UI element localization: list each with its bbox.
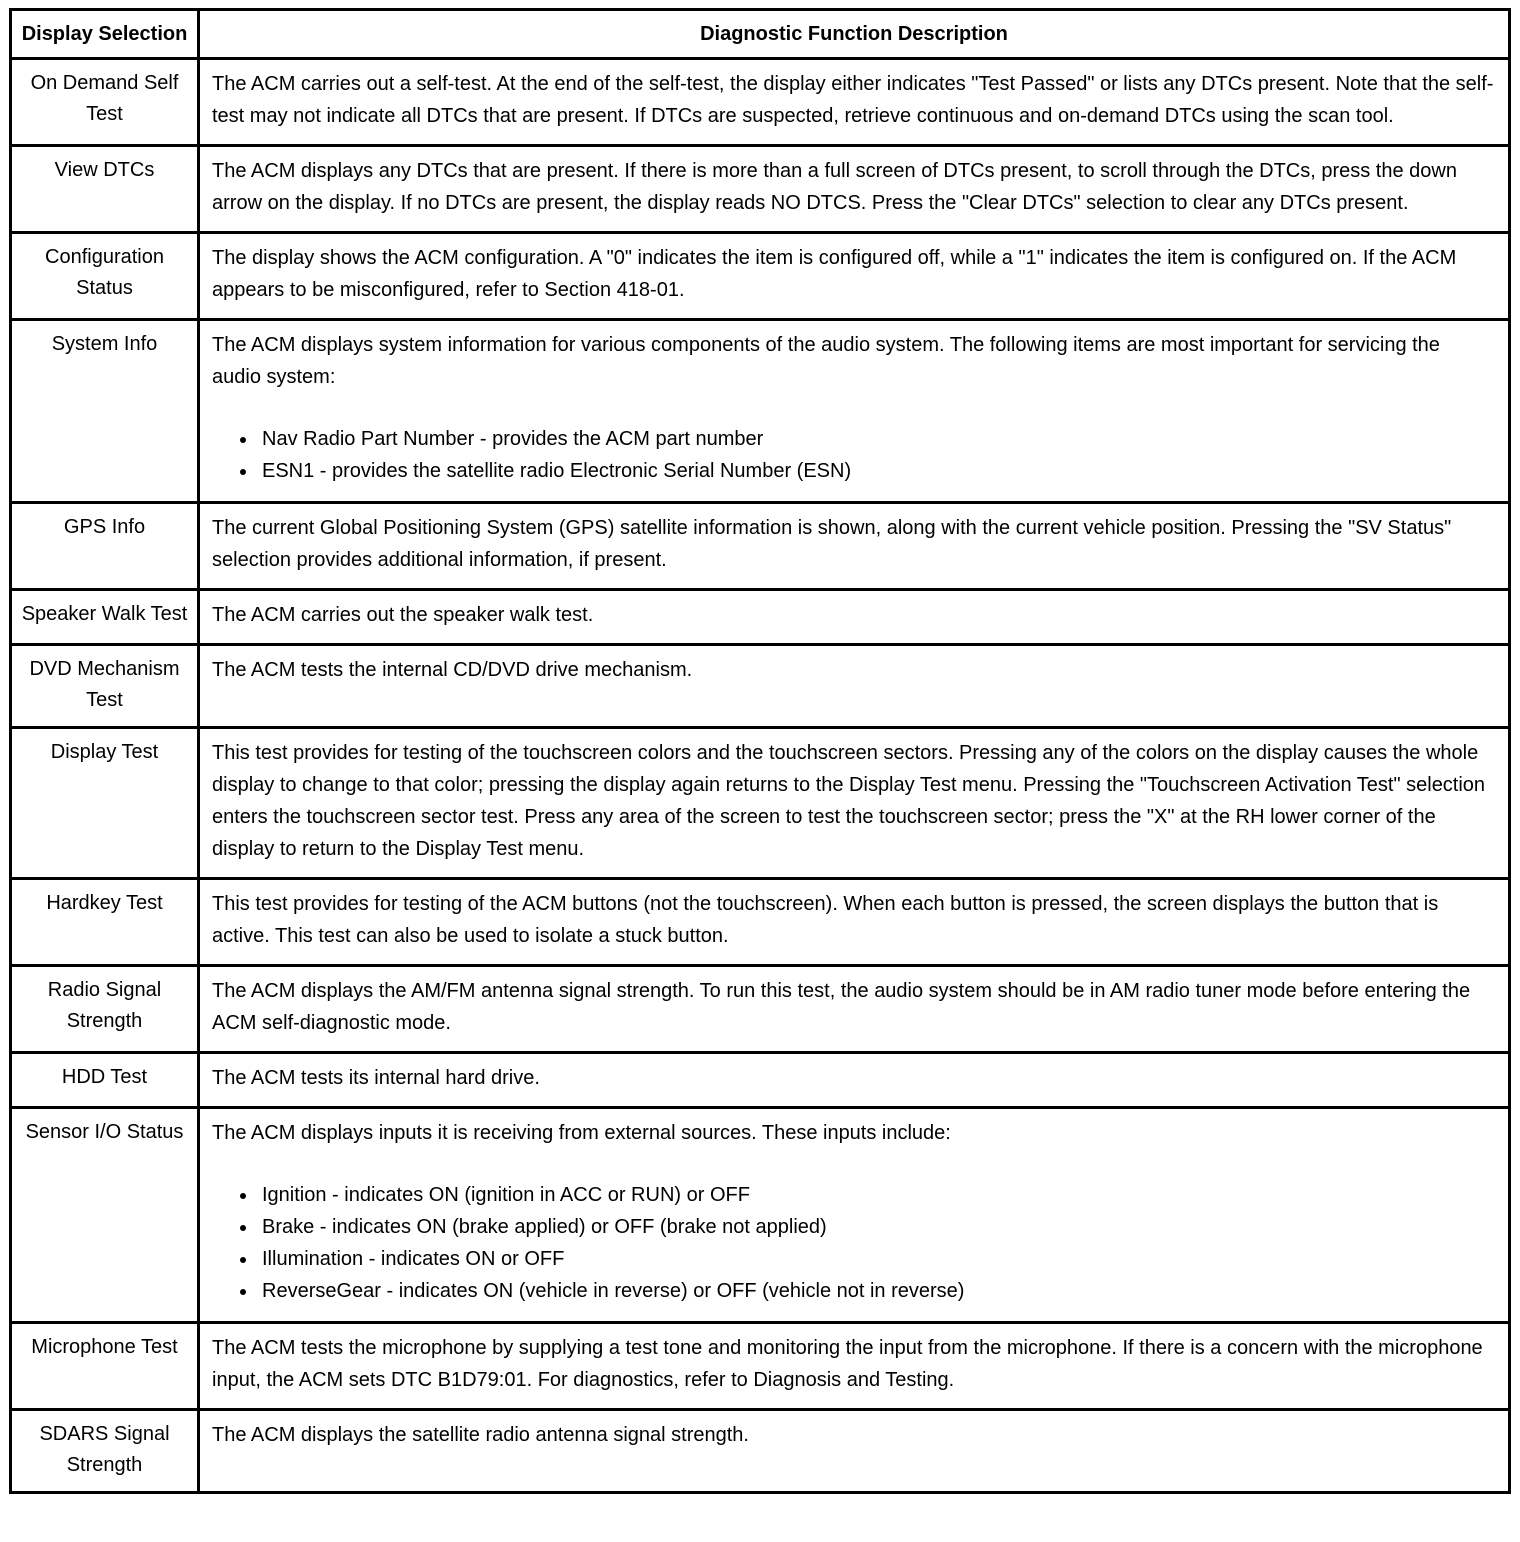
table-row [11, 320, 1510, 503]
description-text: The ACM displays system information for various components of the audio system. The following items are most important for servicing the audio system: [212, 334, 1440, 388]
display-selection-cell: GPS Info [11, 503, 199, 590]
table-row [11, 233, 1510, 320]
table-row [11, 1323, 1510, 1410]
description-text: The ACM carries out a self-test. At the end of the self-test, the display either indicates "Test Passed" or lists any DTCs present. Note that the self-test may not indicate all DTCs that are present. If DTCs are suspected, retrieve continuous and on-demand DTCs using the scan tool. [212, 73, 1494, 127]
display-selection-cell: SDARS Signal Strength [11, 1410, 199, 1493]
table-body [11, 59, 1510, 1493]
table-row [11, 728, 1510, 879]
description-cell [199, 966, 1510, 1053]
description-cell [199, 233, 1510, 320]
display-selection-cell: Configuration Status [11, 233, 199, 320]
diagnostic-function-table [9, 8, 1511, 1494]
description-text: The display shows the ACM configuration. A "0" indicates the item is configured off, while a "1" indicates the item is configured on. If the ACM appears to be misconfigured, refer to Section 418-01. [212, 247, 1457, 301]
bullet-item: • Nav Radio Part Number - provides the ACM part number [258, 423, 1494, 455]
bullet-item: • ReverseGear - indicates ON (vehicle in reverse) or OFF (vehicle not in reverse) [258, 1275, 1494, 1307]
display-selection-cell: View DTCs [11, 146, 199, 233]
description-cell [199, 645, 1510, 728]
description-text: This test provides for testing of the ACM buttons (not the touchscreen). When each button is pressed, the screen displays the button that is active. This test can also be used to isolate a stuck button. [212, 893, 1439, 947]
description-text: The ACM carries out the speaker walk test. [212, 604, 594, 626]
table-row [11, 1410, 1510, 1493]
table-row [11, 590, 1510, 645]
table-row [11, 966, 1510, 1053]
table-row [11, 645, 1510, 728]
display-selection-cell: System Info [11, 320, 199, 503]
display-selection-cell: Speaker Walk Test [11, 590, 199, 645]
display-selection-cell: HDD Test [11, 1053, 199, 1108]
description-text: The ACM displays any DTCs that are present. If there is more than a full screen of DTCs present, to scroll through the DTCs, press the down arrow on the display. If no DTCs are present, the display reads NO DTCS. Press the "Clear DTCs" selection to clear any DTCs present. [212, 160, 1457, 214]
table-row [11, 1108, 1510, 1323]
bullet-list [212, 423, 1494, 487]
description-cell [199, 590, 1510, 645]
description-cell [199, 1410, 1510, 1493]
description-cell [199, 146, 1510, 233]
bullet-item: • ESN1 - provides the satellite radio Electronic Serial Number (ESN) [258, 455, 1494, 487]
header-diagnostic-function-description: Diagnostic Function Description [199, 10, 1510, 59]
display-selection-cell: DVD Mechanism Test [11, 645, 199, 728]
table-row [11, 146, 1510, 233]
description-cell [199, 59, 1510, 146]
description-cell [199, 728, 1510, 879]
description-cell [199, 879, 1510, 966]
table-row [11, 59, 1510, 146]
description-text: The ACM displays the satellite radio antenna signal strength. [212, 1424, 749, 1446]
description-text: The ACM displays inputs it is receiving from external sources. These inputs include: [212, 1122, 951, 1144]
description-cell [199, 320, 1510, 503]
display-selection-cell: Microphone Test [11, 1323, 199, 1410]
bullet-item: • Brake - indicates ON (brake applied) or OFF (brake not applied) [258, 1211, 1494, 1243]
table-row [11, 1053, 1510, 1108]
display-selection-cell: Radio Signal Strength [11, 966, 199, 1053]
description-text: The ACM tests the microphone by supplying a test tone and monitoring the input from the microphone. If there is a concern with the microphone input, the ACM sets DTC B1D79:01. For diagnostics, refer to Diagnosis and Testing. [212, 1337, 1483, 1391]
display-selection-cell: Display Test [11, 728, 199, 879]
description-text: The ACM displays the AM/FM antenna signal strength. To run this test, the audio system should be in AM radio tuner mode before entering the ACM self-diagnostic mode. [212, 980, 1471, 1034]
display-selection-cell: Sensor I/O Status [11, 1108, 199, 1323]
bullet-item: • Illumination - indicates ON or OFF [258, 1243, 1494, 1275]
description-text: This test provides for testing of the touchscreen colors and the touchscreen sectors. Pressing any of the colors on the display causes the whole display to change to that color; pressing the display again returns to the Display Test menu. Pressing the "Touchscreen Activation Test" selection enters the touchscreen sector test. Press any area of the screen to test the touchscreen sector; press the "X" at the RH lower corner of the display to return to the Display Test menu. [212, 742, 1486, 860]
description-cell [199, 1323, 1510, 1410]
table-row [11, 503, 1510, 590]
header-row [11, 10, 1510, 59]
display-selection-cell: Hardkey Test [11, 879, 199, 966]
description-text: The ACM tests its internal hard drive. [212, 1067, 540, 1089]
header-display-selection: Display Selection [11, 10, 199, 59]
table-row [11, 879, 1510, 966]
description-cell [199, 1108, 1510, 1323]
bullet-list [212, 1179, 1494, 1307]
description-text: The ACM tests the internal CD/DVD drive mechanism. [212, 659, 693, 681]
display-selection-cell: On Demand Self Test [11, 59, 199, 146]
description-cell [199, 503, 1510, 590]
description-text: The current Global Positioning System (GPS) satellite information is shown, along with the current vehicle position. Pressing the "SV Status" selection provides additional information, if present. [212, 517, 1452, 571]
bullet-item: • Ignition - indicates ON (ignition in ACC or RUN) or OFF [258, 1179, 1494, 1211]
description-cell [199, 1053, 1510, 1108]
